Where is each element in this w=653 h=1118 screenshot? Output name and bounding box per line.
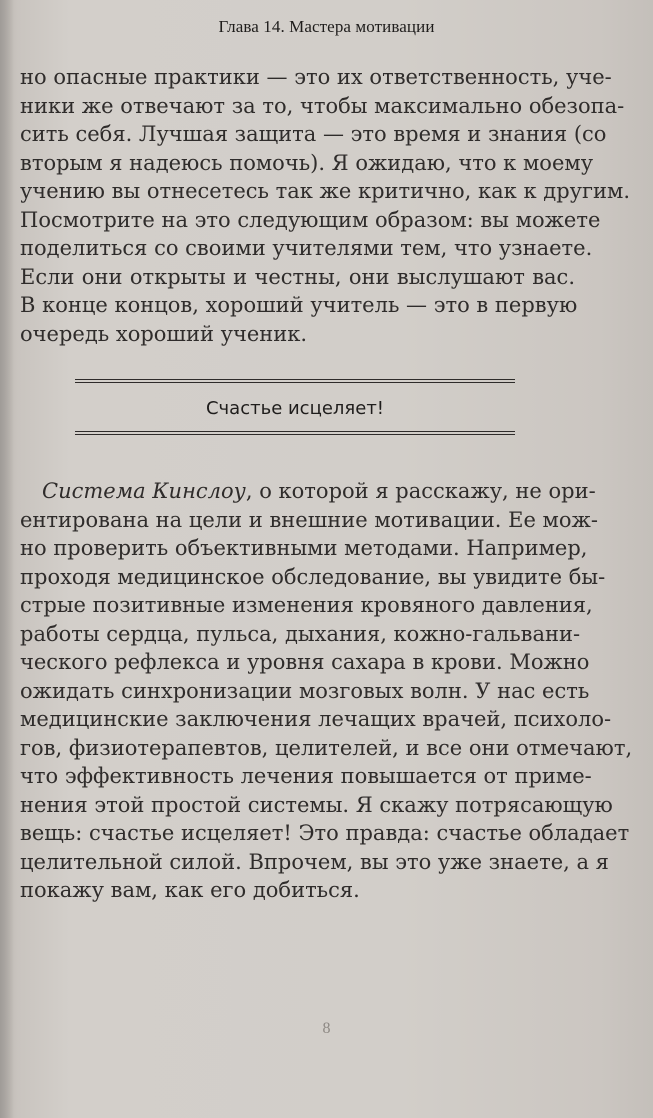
paragraph-line: гов, физиотерапевтов, целителей, и все они отмечают,	[20, 735, 633, 760]
paragraph-line: сить себя. Лучшая защита — это время и знания (со	[20, 122, 607, 146]
paragraph-line: ентирована на цели и внешние мотивации. Ее мож-	[20, 507, 598, 532]
paragraph-line: учению вы отнесетесь так же критично, как к другим.	[20, 179, 631, 203]
paragraph-line: вторым я надеюсь помочь). Я ожидаю, что к моему	[20, 150, 594, 175]
paragraph-line: Если они открыты и честны, они выслушают вас.	[20, 264, 575, 289]
paragraph-line-first	[20, 478, 596, 504]
paragraph-line: но опасные практики — это их ответственность, уче-	[20, 65, 612, 89]
paragraph-line: проходя медицинское обследование, вы увидите бы-	[20, 564, 606, 589]
gutter-shadow	[0, 0, 14, 1118]
paragraph-line: целительной силой. Впрочем, вы это уже знаете, а я	[20, 849, 609, 874]
paragraph-line: покажу вам, как его добиться.	[20, 878, 360, 902]
section-rule-bottom	[75, 431, 515, 435]
paragraph-line: ческого рефлекса и уровня сахара в крови. Можно	[20, 650, 590, 674]
section-title: Счастье исцеляет!	[205, 398, 385, 419]
first-line-rest: , о которой я расскажу, не ори-	[245, 479, 596, 503]
paragraph-line: нения этой простой системы. Я скажу потрясающую	[20, 792, 613, 817]
running-head: Глава 14. Мастера мотивации	[218, 17, 435, 36]
paragraph-line: В конце концов, хороший учитель — это в первую	[20, 293, 578, 317]
paragraph-line: очередь хороший ученик.	[20, 321, 308, 346]
paragraph-line: Посмотрите на это следующим образом: вы можете	[20, 207, 601, 232]
paragraph-line: ники же отвечают за то, чтобы максимально обезопа-	[20, 93, 625, 118]
page-number: 8	[322, 1020, 331, 1037]
paragraph-line: что эффективность лечения повышается от приме-	[20, 764, 592, 788]
paragraph-line: стрые позитивные изменения кровяного давления,	[20, 593, 593, 617]
paragraph-line: поделиться со своими учителями тем, что узнаете.	[20, 236, 593, 260]
paragraph-line: вещь: счастье исцеляет! Это правда: счастье обладает	[20, 821, 630, 845]
paragraph-line: ожидать синхронизации мозговых волн. У нас есть	[20, 678, 590, 703]
section-rule-top	[75, 379, 515, 383]
paragraph-line: работы сердца, пульса, дыхания, кожно-гальвани-	[20, 621, 581, 646]
paragraph-line: но проверить объективными методами. Например,	[20, 536, 588, 560]
paragraph-line: медицинские заключения лечащих врачей, психоло-	[20, 707, 612, 731]
book-title-italic: Система Кинслоу	[42, 479, 246, 503]
